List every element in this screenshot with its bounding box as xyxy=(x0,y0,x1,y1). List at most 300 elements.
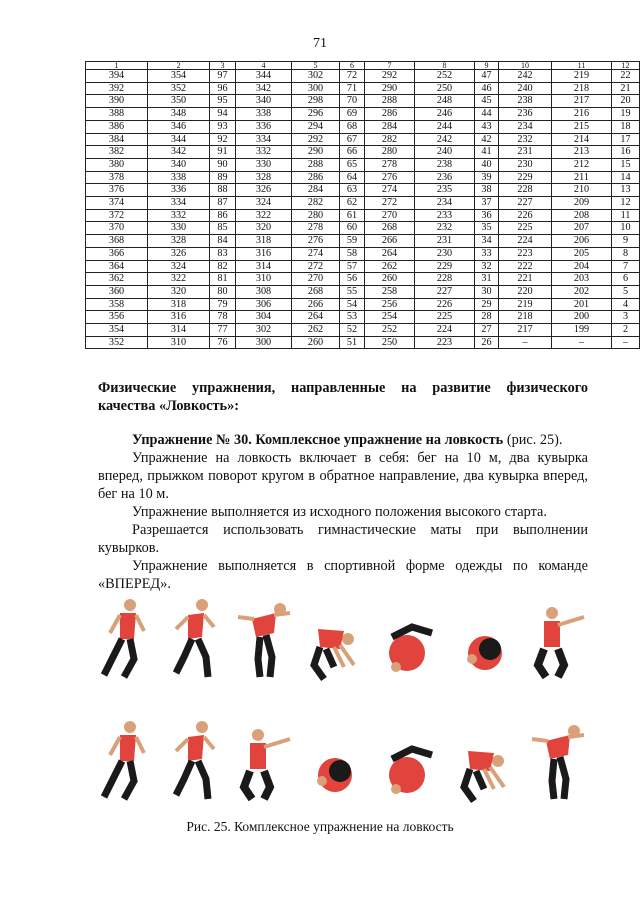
table-cell: 260 xyxy=(292,336,340,349)
table-cell: 266 xyxy=(365,235,415,248)
column-header: 12 xyxy=(612,62,640,70)
table-cell: 338 xyxy=(148,171,210,184)
table-cell: 284 xyxy=(292,184,340,197)
table-cell: 394 xyxy=(86,70,148,83)
table-cell: 334 xyxy=(148,197,210,210)
table-cell: 276 xyxy=(365,171,415,184)
table-cell: 211 xyxy=(552,171,612,184)
table-cell: 72 xyxy=(340,70,365,83)
table-cell: 57 xyxy=(340,260,365,273)
table-cell: 270 xyxy=(292,273,340,286)
table-cell: 376 xyxy=(86,184,148,197)
athlete-figure xyxy=(94,715,156,815)
table-cell: 240 xyxy=(415,146,475,159)
table-cell: 368 xyxy=(86,235,148,248)
table-cell: 59 xyxy=(340,235,365,248)
table-cell: 252 xyxy=(415,70,475,83)
table-cell: 96 xyxy=(210,82,236,95)
table-cell: 89 xyxy=(210,171,236,184)
table-cell: 286 xyxy=(365,108,415,121)
table-cell: 92 xyxy=(210,133,236,146)
table-cell: 262 xyxy=(365,260,415,273)
table-cell: 33 xyxy=(475,247,499,260)
table-cell: 346 xyxy=(148,120,210,133)
table-cell: – xyxy=(612,336,640,349)
table-cell: 310 xyxy=(148,336,210,349)
table-cell: 332 xyxy=(148,209,210,222)
table-cell: 286 xyxy=(292,171,340,184)
table-cell: 300 xyxy=(292,82,340,95)
table-cell: 306 xyxy=(236,298,292,311)
table-cell: 220 xyxy=(499,285,552,298)
paragraph: Упражнение выполняется из исходного положения высокого старта. xyxy=(132,504,547,520)
table-cell: 250 xyxy=(415,82,475,95)
column-header: 11 xyxy=(552,62,612,70)
table-cell: 336 xyxy=(148,184,210,197)
table-cell: 370 xyxy=(86,222,148,235)
table-cell: 234 xyxy=(415,197,475,210)
table-cell: 61 xyxy=(340,209,365,222)
athlete-figure xyxy=(376,715,438,815)
table-cell: 238 xyxy=(499,95,552,108)
table-cell: 236 xyxy=(415,171,475,184)
table-cell: 292 xyxy=(365,70,415,83)
table-cell: 272 xyxy=(365,197,415,210)
table-cell: 65 xyxy=(340,158,365,171)
table-cell: 254 xyxy=(365,311,415,324)
table-cell: 308 xyxy=(236,285,292,298)
table-cell: 53 xyxy=(340,311,365,324)
table-cell: 310 xyxy=(236,273,292,286)
table-cell: 266 xyxy=(292,298,340,311)
table-cell: – xyxy=(552,336,612,349)
table-cell: 268 xyxy=(365,222,415,235)
table-cell: 93 xyxy=(210,120,236,133)
table-cell: 34 xyxy=(475,235,499,248)
table-cell: 47 xyxy=(475,70,499,83)
table-cell: 374 xyxy=(86,197,148,210)
table-cell: 95 xyxy=(210,95,236,108)
table-cell: 37 xyxy=(475,197,499,210)
table-cell: 217 xyxy=(552,95,612,108)
table-cell: 226 xyxy=(499,209,552,222)
table-cell: 54 xyxy=(340,298,365,311)
table-cell: 204 xyxy=(552,260,612,273)
table-cell: – xyxy=(499,336,552,349)
table-cell: 386 xyxy=(86,120,148,133)
table-cell: 318 xyxy=(236,235,292,248)
table-cell: 18 xyxy=(612,120,640,133)
athlete-figure xyxy=(234,593,296,693)
table-cell: 208 xyxy=(552,209,612,222)
table-cell: 252 xyxy=(365,324,415,337)
table-row xyxy=(86,260,640,273)
table-cell: 39 xyxy=(475,171,499,184)
table-cell: 46 xyxy=(475,82,499,95)
table-row xyxy=(86,285,640,298)
table-cell: 43 xyxy=(475,120,499,133)
table-row xyxy=(86,120,640,133)
table-cell: 28 xyxy=(475,311,499,324)
table-cell: 36 xyxy=(475,209,499,222)
table-cell: 64 xyxy=(340,171,365,184)
table-cell: 91 xyxy=(210,146,236,159)
table-cell: 348 xyxy=(148,108,210,121)
table-cell: 30 xyxy=(475,285,499,298)
table-cell: 336 xyxy=(236,120,292,133)
table-cell: 66 xyxy=(340,146,365,159)
table-cell: 227 xyxy=(415,285,475,298)
table-cell: 225 xyxy=(415,311,475,324)
table-cell: 260 xyxy=(365,273,415,286)
table-cell: 9 xyxy=(612,235,640,248)
table-cell: 338 xyxy=(236,108,292,121)
table-cell: 2 xyxy=(612,324,640,337)
table-cell: 223 xyxy=(415,336,475,349)
table-cell: 360 xyxy=(86,285,148,298)
table-cell: 3 xyxy=(612,311,640,324)
athlete-figure xyxy=(304,715,366,815)
table-cell: 55 xyxy=(340,285,365,298)
table-cell: 284 xyxy=(365,120,415,133)
table-cell: 68 xyxy=(340,120,365,133)
table-cell: 12 xyxy=(612,197,640,210)
table-cell: 41 xyxy=(475,146,499,159)
table-cell: 67 xyxy=(340,133,365,146)
column-header: 2 xyxy=(148,62,210,70)
table-cell: 322 xyxy=(148,273,210,286)
table-cell: 276 xyxy=(292,235,340,248)
table-cell: 215 xyxy=(552,120,612,133)
table-cell: 302 xyxy=(236,324,292,337)
table-cell: 223 xyxy=(499,247,552,260)
table-cell: 219 xyxy=(552,70,612,83)
table-cell: 256 xyxy=(365,298,415,311)
table-cell: 320 xyxy=(236,222,292,235)
athlete-figure xyxy=(454,593,516,693)
figure-row-2 xyxy=(94,715,594,810)
table-cell: 14 xyxy=(612,171,640,184)
paragraph: Разрешается использовать гимнастические маты при выполнении кувырков. xyxy=(98,522,588,556)
table-cell: 60 xyxy=(340,222,365,235)
table-cell: 226 xyxy=(415,298,475,311)
table-cell: 326 xyxy=(236,184,292,197)
column-header: 10 xyxy=(499,62,552,70)
exercise-title-text: Упражнение № 30. Комплексное упражнение на ловкость xyxy=(132,432,504,448)
column-header: 8 xyxy=(415,62,475,70)
table-cell: 238 xyxy=(415,158,475,171)
table-cell: 5 xyxy=(612,285,640,298)
table-cell: 40 xyxy=(475,158,499,171)
paragraph: Упражнение на ловкость включает в себя: бег на 10 м, два кувырка вперед, прыжком поворот кругом в обратное направление, два кувырка вперед, бег на 10 м. xyxy=(98,450,588,502)
table-cell: 244 xyxy=(415,120,475,133)
table-cell: 81 xyxy=(210,273,236,286)
table-cell: 231 xyxy=(415,235,475,248)
table-cell: 264 xyxy=(292,311,340,324)
table-cell: 264 xyxy=(365,247,415,260)
table-row xyxy=(86,70,640,83)
table-row xyxy=(86,336,640,349)
table-cell: 8 xyxy=(612,247,640,260)
table-cell: 216 xyxy=(552,108,612,121)
table-cell: 20 xyxy=(612,95,640,108)
athlete-figure xyxy=(528,593,590,693)
table-cell: 222 xyxy=(499,260,552,273)
athlete-figure xyxy=(164,715,226,815)
table-cell: 229 xyxy=(499,171,552,184)
table-cell: 31 xyxy=(475,273,499,286)
table-cell: 44 xyxy=(475,108,499,121)
table-cell: 42 xyxy=(475,133,499,146)
table-cell: 201 xyxy=(552,298,612,311)
column-header: 3 xyxy=(210,62,236,70)
table-cell: 16 xyxy=(612,146,640,159)
table-cell: 248 xyxy=(415,95,475,108)
table-cell: 88 xyxy=(210,184,236,197)
table-cell: 352 xyxy=(148,82,210,95)
table-cell: 280 xyxy=(365,146,415,159)
table-cell: 270 xyxy=(365,209,415,222)
table-cell: 58 xyxy=(340,247,365,260)
table-cell: 288 xyxy=(292,158,340,171)
table-cell: 282 xyxy=(292,197,340,210)
page-number: 71 xyxy=(313,36,327,51)
table-cell: 314 xyxy=(236,260,292,273)
table-cell: 51 xyxy=(340,336,365,349)
table-row xyxy=(86,158,640,171)
table-cell: 227 xyxy=(499,197,552,210)
table-cell: 233 xyxy=(415,209,475,222)
athlete-figure xyxy=(234,715,296,815)
table-cell: 268 xyxy=(292,285,340,298)
table-cell: 242 xyxy=(499,70,552,83)
table-cell: 78 xyxy=(210,311,236,324)
table-cell: 7 xyxy=(612,260,640,273)
table-cell: 364 xyxy=(86,260,148,273)
table-row xyxy=(86,133,640,146)
table-cell: 328 xyxy=(236,171,292,184)
table-cell: 22 xyxy=(612,70,640,83)
table-cell: 300 xyxy=(236,336,292,349)
table-cell: 320 xyxy=(148,285,210,298)
table-cell: 356 xyxy=(86,311,148,324)
table-cell: 77 xyxy=(210,324,236,337)
table-cell: 69 xyxy=(340,108,365,121)
table-row xyxy=(86,273,640,286)
table-cell: 221 xyxy=(499,273,552,286)
column-header: 4 xyxy=(236,62,292,70)
table-cell: 97 xyxy=(210,70,236,83)
table-cell: 200 xyxy=(552,311,612,324)
table-cell: 334 xyxy=(236,133,292,146)
table-cell: 366 xyxy=(86,247,148,260)
table-cell: 212 xyxy=(552,158,612,171)
table-cell: 13 xyxy=(612,184,640,197)
table-cell: 84 xyxy=(210,235,236,248)
table-cell: 206 xyxy=(552,235,612,248)
table-cell: 316 xyxy=(148,311,210,324)
table-row xyxy=(86,209,640,222)
table-cell: 304 xyxy=(236,311,292,324)
table-row xyxy=(86,82,640,95)
table-cell: 380 xyxy=(86,158,148,171)
table-cell: 344 xyxy=(148,133,210,146)
table-cell: 224 xyxy=(499,235,552,248)
figure-caption: Рис. 25. Комплексное упражнение на ловкость xyxy=(186,819,454,834)
table-cell: 207 xyxy=(552,222,612,235)
table-cell: 85 xyxy=(210,222,236,235)
table-cell: 290 xyxy=(365,82,415,95)
table-cell: 388 xyxy=(86,108,148,121)
table-cell: 272 xyxy=(292,260,340,273)
table-row xyxy=(86,197,640,210)
table-cell: 288 xyxy=(365,95,415,108)
table-row xyxy=(86,108,640,121)
table-cell: 298 xyxy=(292,95,340,108)
table-cell: 290 xyxy=(292,146,340,159)
figure-row-1 xyxy=(94,593,594,688)
table-cell: 378 xyxy=(86,171,148,184)
table-cell: 340 xyxy=(236,95,292,108)
table-row xyxy=(86,184,640,197)
table-cell: 390 xyxy=(86,95,148,108)
table-cell: 225 xyxy=(499,222,552,235)
table-row xyxy=(86,235,640,248)
table-cell: 230 xyxy=(499,158,552,171)
table-cell: 87 xyxy=(210,197,236,210)
athlete-figure xyxy=(164,593,226,693)
table-cell: 318 xyxy=(148,298,210,311)
athlete-figure xyxy=(376,593,438,693)
table-cell: 217 xyxy=(499,324,552,337)
table-cell: 228 xyxy=(499,184,552,197)
table-cell: 6 xyxy=(612,273,640,286)
table-cell: 262 xyxy=(292,324,340,337)
table-cell: 292 xyxy=(292,133,340,146)
table-cell: 218 xyxy=(552,82,612,95)
table-cell: 350 xyxy=(148,95,210,108)
column-header: 6 xyxy=(340,62,365,70)
table-cell: 86 xyxy=(210,209,236,222)
table-cell: 324 xyxy=(148,260,210,273)
athlete-figure xyxy=(304,593,366,693)
score-table xyxy=(85,61,640,349)
paragraph: Упражнение выполняется в спортивной форме одежды по команде «ВПЕРЕД». xyxy=(98,558,588,592)
table-cell: 35 xyxy=(475,222,499,235)
table-cell: 358 xyxy=(86,298,148,311)
table-cell: 15 xyxy=(612,158,640,171)
table-cell: 10 xyxy=(612,222,640,235)
athlete-figure xyxy=(454,715,516,815)
table-cell: 282 xyxy=(365,133,415,146)
table-cell: 274 xyxy=(365,184,415,197)
figure-reference: (рис. 25). xyxy=(503,432,563,448)
table-cell: 236 xyxy=(499,108,552,121)
table-cell: 205 xyxy=(552,247,612,260)
table-cell: 362 xyxy=(86,273,148,286)
table-cell: 324 xyxy=(236,197,292,210)
table-cell: 232 xyxy=(415,222,475,235)
table-cell: 278 xyxy=(292,222,340,235)
table-row xyxy=(86,95,640,108)
table-cell: 19 xyxy=(612,108,640,121)
table-cell: 314 xyxy=(148,324,210,337)
table-cell: 218 xyxy=(499,311,552,324)
table-cell: 82 xyxy=(210,260,236,273)
table-cell: 83 xyxy=(210,247,236,260)
table-cell: 342 xyxy=(236,82,292,95)
table-cell: 63 xyxy=(340,184,365,197)
table-cell: 234 xyxy=(499,120,552,133)
table-cell: 209 xyxy=(552,197,612,210)
table-cell: 372 xyxy=(86,209,148,222)
table-cell: 202 xyxy=(552,285,612,298)
table-cell: 258 xyxy=(365,285,415,298)
table-cell: 231 xyxy=(499,146,552,159)
table-cell: 240 xyxy=(499,82,552,95)
table-cell: 316 xyxy=(236,247,292,260)
table-cell: 224 xyxy=(415,324,475,337)
table-cell: 354 xyxy=(148,70,210,83)
table-row xyxy=(86,324,640,337)
table-cell: 229 xyxy=(415,260,475,273)
table-cell: 330 xyxy=(236,158,292,171)
table-cell: 62 xyxy=(340,197,365,210)
table-cell: 332 xyxy=(236,146,292,159)
table-cell: 242 xyxy=(415,133,475,146)
athlete-figure xyxy=(94,593,156,693)
table-cell: 392 xyxy=(86,82,148,95)
table-cell: 330 xyxy=(148,222,210,235)
table-cell: 17 xyxy=(612,133,640,146)
table-cell: 246 xyxy=(415,108,475,121)
table-cell: 228 xyxy=(415,273,475,286)
table-row xyxy=(86,171,640,184)
table-cell: 70 xyxy=(340,95,365,108)
table-cell: 280 xyxy=(292,209,340,222)
column-header: 5 xyxy=(292,62,340,70)
table-cell: 294 xyxy=(292,120,340,133)
table-cell: 230 xyxy=(415,247,475,260)
table-cell: 250 xyxy=(365,336,415,349)
athlete-figure xyxy=(528,715,590,815)
table-cell: 342 xyxy=(148,146,210,159)
table-cell: 296 xyxy=(292,108,340,121)
column-header: 7 xyxy=(365,62,415,70)
table-cell: 71 xyxy=(340,82,365,95)
table-cell: 219 xyxy=(499,298,552,311)
table-cell: 382 xyxy=(86,146,148,159)
column-header: 1 xyxy=(86,62,148,70)
table-cell: 21 xyxy=(612,82,640,95)
table-cell: 235 xyxy=(415,184,475,197)
table-cell: 90 xyxy=(210,158,236,171)
column-header: 9 xyxy=(475,62,499,70)
table-cell: 302 xyxy=(292,70,340,83)
table-cell: 384 xyxy=(86,133,148,146)
table-cell: 203 xyxy=(552,273,612,286)
table-cell: 56 xyxy=(340,273,365,286)
table-cell: 26 xyxy=(475,336,499,349)
table-row xyxy=(86,247,640,260)
table-cell: 199 xyxy=(552,324,612,337)
table-cell: 38 xyxy=(475,184,499,197)
exercise-title xyxy=(98,431,588,449)
table-cell: 326 xyxy=(148,247,210,260)
table-cell: 352 xyxy=(86,336,148,349)
table-cell: 213 xyxy=(552,146,612,159)
table-cell: 278 xyxy=(365,158,415,171)
